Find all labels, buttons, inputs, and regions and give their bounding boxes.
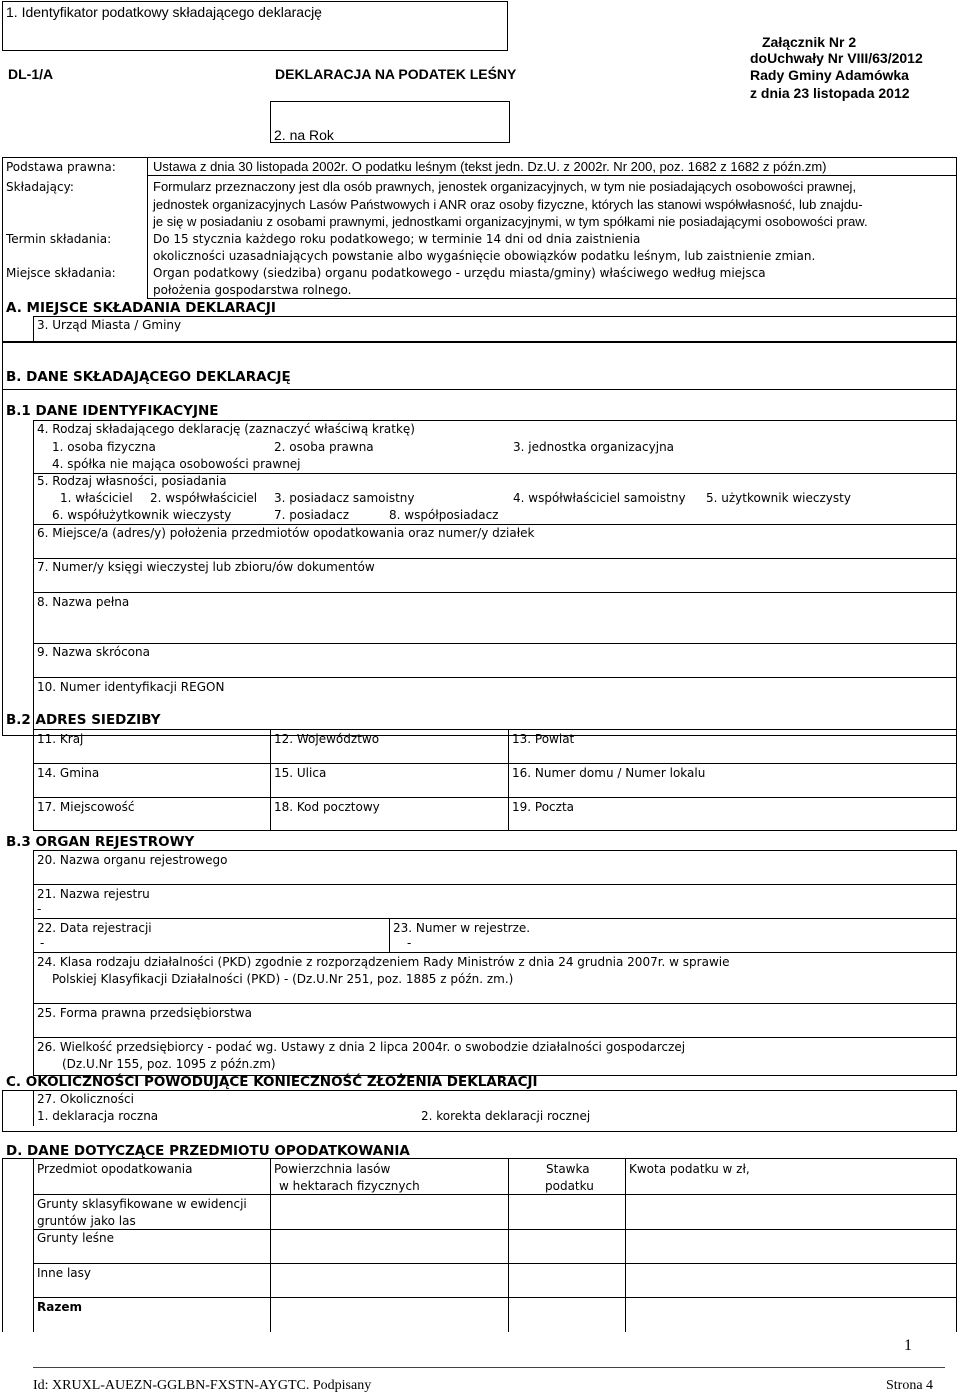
footer-page-label: Strona 4 [886, 1378, 934, 1393]
field-8-label[interactable]: 8. Nazwa pełna [37, 595, 130, 609]
option-5-8[interactable]: 8. współposiadacz [389, 508, 499, 522]
option-27-1[interactable]: 1. deklaracja roczna [37, 1109, 159, 1123]
option-4-4[interactable]: 4. spółka nie mająca osobowości prawnej [52, 457, 301, 471]
legal-label: Podstawa prawna: [6, 160, 116, 174]
field-22-label[interactable]: 22. Data rejestracji [37, 921, 152, 935]
form-code: DL-1/A [8, 66, 54, 82]
b3-title: B.3 ORGAN REJESTROWY [6, 834, 195, 850]
field-19-label[interactable]: 19. Poczta [512, 800, 575, 814]
field-24-divider [33, 952, 957, 953]
field-14-label[interactable]: 14. Gmina [37, 766, 100, 780]
d-row-other-forests: Inne lasy [37, 1266, 91, 1280]
b2-col-line-2 [508, 729, 509, 831]
field-21-divider [33, 884, 957, 885]
field-16-label[interactable]: 16. Numer domu / Numer lokalu [512, 766, 706, 780]
b2-title: B.2 ADRES SIEDZIBY [6, 712, 161, 728]
place-label: Miejsce składania: [6, 266, 116, 280]
deadline-label: Termin składania: [6, 232, 112, 246]
field-26-line-2: (Dz.U.Nr 155, poz. 1095 z późn.zm) [62, 1057, 276, 1071]
field-24-line-1[interactable]: 24. Klasa rodzaju działalności (PKD) zgodnie z rozporządzeniem Rady Ministrów z dnia 24 grudnia 2007r. w sprawie [37, 955, 730, 969]
d-header-amount: Kwota podatku w zł, [629, 1162, 750, 1176]
deadline-line-2: okoliczności uzasadniających powstanie albo wygaśnięcie obowiązków podatku leśnym, lub zaistnienie zmian. [153, 249, 816, 263]
field-23-value: - [407, 936, 412, 950]
d-row-classified-1: Grunty sklasyfikowane w ewidencji [37, 1197, 247, 1211]
field-9-label[interactable]: 9. Nazwa skrócona [37, 645, 150, 659]
field-26-line-1[interactable]: 26. Wielkość przedsiębiorcy - podać wg. Ustawy z dnia 2 lipca 2004r. o swobodzie działalności gospodarczej [37, 1040, 686, 1054]
option-5-1[interactable]: 1. właściciel [60, 491, 133, 505]
field-10-label[interactable]: 10. Numer identyfikacji REGON [37, 680, 225, 694]
d-header-rate-1: Stawka [546, 1162, 590, 1176]
field-6-divider [33, 524, 957, 525]
field-21-label[interactable]: 21. Nazwa rejestru [37, 887, 150, 901]
field-11-label[interactable]: 11. Kraj [37, 732, 84, 746]
deadline-line-1: Do 15 stycznia każdego roku podatkowego; w terminie 14 dni od dnia zaistnienia [153, 232, 641, 246]
field-25-label[interactable]: 25. Forma prawna przedsiębiorstwa [37, 1006, 252, 1020]
field-9-divider [33, 643, 957, 644]
field-10-divider [33, 677, 957, 678]
option-4-3[interactable]: 3. jednostka organizacyjna [513, 440, 675, 454]
filer-line-3: je się w posiadaniu z osobami prawnymi, jednostkami organizacyjnymi, w tym spółkami nie posiadającymi osobowości praw. [153, 214, 868, 229]
field-23-separator [389, 918, 390, 952]
legal-text: Ustawa z dnia 30 listopada 2002r. O podatku leśnym (tekst jedn. Dz.U. z 2002r. Nr 200, poz. 1682 z 1682 z późn.zm) [153, 159, 827, 174]
d-row-line-2 [33, 1229, 957, 1230]
footer-rule [33, 1367, 945, 1368]
d-row-line-4 [33, 1297, 957, 1298]
option-4-2[interactable]: 2. osoba prawna [274, 440, 374, 454]
option-4-1[interactable]: 1. osoba fizyczna [52, 440, 156, 454]
page-number: 1 [904, 1337, 912, 1354]
d-col-line-0 [33, 1158, 34, 1332]
section-c-indent [33, 1090, 34, 1126]
field-18-label[interactable]: 18. Kod pocztowy [274, 800, 380, 814]
b2-grid [33, 729, 957, 831]
office-field-label: 3. Urząd Miasta / Gminy [37, 318, 182, 332]
d-col-line-2 [508, 1158, 509, 1332]
field-21-value: - [37, 902, 42, 916]
d-row-forest-land: Grunty leśne [37, 1231, 115, 1245]
option-5-7[interactable]: 7. posiadacz [274, 508, 350, 522]
section-b-divider [2, 389, 957, 390]
d-header-subject: Przedmiot opodatkowania [37, 1162, 193, 1176]
field-6-label[interactable]: 6. Miejsce/a (adres/y) położenia przedmiotów opodatkowania oraz numer/y działek [37, 526, 535, 540]
field-24-line-2: Polskiej Klasyfikacji Działalności (PKD) - (Dz.U.Nr 251, poz. 1885 z późn. zm.) [52, 972, 514, 986]
form-title: DEKLARACJA NA PODATEK LEŚNY [275, 66, 517, 82]
section-d-table [2, 1158, 957, 1332]
footer-id: Id: XRUXL-AUEZN-GGLBN-FXSTN-AYGTC. Podpisany [33, 1378, 372, 1393]
field-13-label[interactable]: 13. Powiat [512, 732, 575, 746]
option-5-5[interactable]: 5. użytkownik wieczysty [706, 491, 851, 505]
option-5-6[interactable]: 6. współużytkownik wieczysty [52, 508, 232, 522]
option-5-2[interactable]: 2. współwłaściciel [150, 491, 258, 505]
field-7-divider [33, 558, 957, 559]
place-line-2: położenia gospodarstwa rolnego. [153, 283, 352, 297]
annex-line-3: Rady Gminy Adamówka [750, 67, 909, 83]
annex-line-2: doUchwały Nr VIII/63/2012 [750, 50, 923, 66]
b2-row-line-2 [33, 797, 957, 798]
legal-divider [147, 175, 957, 176]
option-5-3[interactable]: 3. posiadacz samoistny [274, 491, 415, 505]
option-27-2[interactable]: 2. korekta deklaracji rocznej [421, 1109, 591, 1123]
field-12-label[interactable]: 12. Województwo [274, 732, 380, 746]
b2-col-line-1 [270, 729, 271, 831]
year-field-label: 2. na Rok [274, 127, 334, 143]
place-line-1: Organ podatkowy (siedziba) organu podatkowego - urzędu miasta/gminy) właściwego według miejsca [153, 266, 766, 280]
section-a-title: A. MIEJSCE SKŁADANIA DEKLARACJI [6, 300, 276, 316]
field-17-label[interactable]: 17. Miejscowość [37, 800, 135, 814]
b1-left-border [33, 420, 34, 736]
field-4-label: 4. Rodzaj składającego deklarację (zaznaczyć właściwą kratkę) [37, 422, 415, 436]
d-row-classified-2: gruntów jako las [37, 1214, 136, 1228]
section-c-title: C. OKOLICZNOŚCI POWODUJĄCE KONIECZNOŚĆ ZŁOŻENIA DEKLARACJI [6, 1074, 538, 1090]
d-row-line-3 [33, 1263, 957, 1264]
field-5-label: 5. Rodzaj własności, posiadania [37, 474, 227, 488]
annex-line-1: Załącznik Nr 2 [762, 34, 857, 50]
d-row-total: Razem [37, 1300, 82, 1314]
option-5-4[interactable]: 4. współwłaściciel samoistny [513, 491, 686, 505]
field-1-label: 1. Identyfikator podatkowy składającego deklarację [6, 4, 322, 20]
field-8-divider [33, 592, 957, 593]
b1-top-line [33, 420, 957, 421]
section-b-title: B. DANE SKŁADAJĄCEGO DEKLARACJĘ [6, 369, 291, 385]
filer-line-1: Formularz przeznaczony jest dla osób prawnych, jenostek organizacyjnych, w tym nie posiadających osobowości prawnej, [153, 179, 857, 194]
field-27-label: 27. Okoliczności [37, 1092, 134, 1106]
field-26-divider [33, 1037, 957, 1038]
section-d-title: D. DANE DOTYCZĄCE PRZEDMIOTU OPODATKOWANIA [6, 1143, 410, 1159]
field-22-divider [33, 918, 957, 919]
d-row-line-1 [33, 1194, 957, 1195]
field-15-label[interactable]: 15. Ulica [274, 766, 327, 780]
filer-line-2: jednostek organizacyjnych Lasów Państwowych i ANR oraz osoby fizyczne, których las stanowi współwłasność, lub znajdu- [153, 197, 863, 212]
field-22-value: - [40, 936, 45, 950]
field-20-label[interactable]: 20. Nazwa organu rejestrowego [37, 853, 228, 867]
d-header-rate-2: podatku [545, 1179, 594, 1193]
filer-label: Składający: [6, 180, 74, 194]
b2-row-line-1 [33, 763, 957, 764]
annex-line-4: z dnia 23 listopada 2012 [750, 85, 910, 101]
b1-title: B.1 DANE IDENTYFIKACYJNE [6, 403, 219, 419]
d-col-line-1 [270, 1158, 271, 1332]
d-header-area-1: Powierzchnia lasów [274, 1162, 391, 1176]
field-7-label[interactable]: 7. Numer/y księgi wieczystej lub zbioru/ów dokumentów [37, 560, 375, 574]
field-23-label[interactable]: 23. Numer w rejestrze. [393, 921, 531, 935]
d-col-line-3 [625, 1158, 626, 1332]
field-25-divider [33, 1003, 957, 1004]
d-header-area-2: w hektarach fizycznych [279, 1179, 420, 1193]
